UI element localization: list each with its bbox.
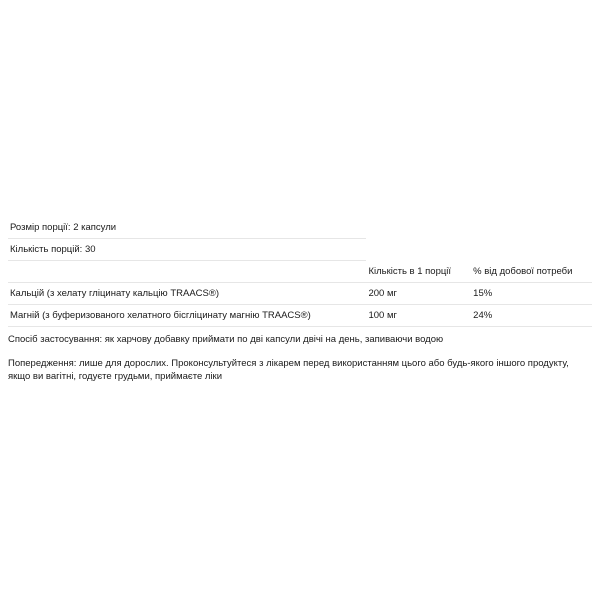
supplement-facts-panel bbox=[8, 217, 592, 327]
serving-size-value: 2 капсули bbox=[73, 222, 117, 233]
servings-count-cell bbox=[8, 239, 366, 261]
nutrient-name: Магній (з буферизованого хелатного бісгліцинату магнію TRAACS®) bbox=[8, 305, 366, 327]
nutrient-amount: 100 мг bbox=[366, 305, 471, 327]
servings-count-row bbox=[8, 239, 592, 261]
table-row bbox=[8, 283, 592, 305]
warning-text: Попередження: лише для дорослих. Проконсультуйтеся з лікарем перед використанням цього або будь-якого іншого продукту, якщо ви вагітні, годуєте грудьми, приймаєте ліки bbox=[8, 358, 569, 382]
nutrient-daily-value: 24% bbox=[471, 305, 592, 327]
servings-count-label: Кількість порцій: bbox=[10, 244, 83, 255]
nutrient-name: Кальцій (з хелату гліцинату кальцію TRAACS®) bbox=[8, 283, 366, 305]
servings-count-value: 30 bbox=[84, 244, 96, 255]
serving-size-row bbox=[8, 217, 592, 239]
table-header-row bbox=[8, 261, 592, 283]
column-header-name bbox=[8, 261, 366, 283]
supplement-facts-table bbox=[8, 217, 592, 327]
serving-size-cell bbox=[8, 217, 366, 239]
nutrient-amount: 200 мг bbox=[366, 283, 471, 305]
table-row bbox=[8, 305, 592, 327]
column-header-daily-value: % від добової потреби bbox=[471, 261, 592, 283]
nutrient-daily-value: 15% bbox=[471, 283, 592, 305]
serving-size-label: Розмір порції: bbox=[10, 222, 71, 233]
column-header-amount: Кількість в 1 порції bbox=[366, 261, 471, 283]
usage-instructions: Спосіб застосування: як харчову добавку приймати по дві капсули двічі на день, запиваючи водою bbox=[8, 334, 444, 345]
